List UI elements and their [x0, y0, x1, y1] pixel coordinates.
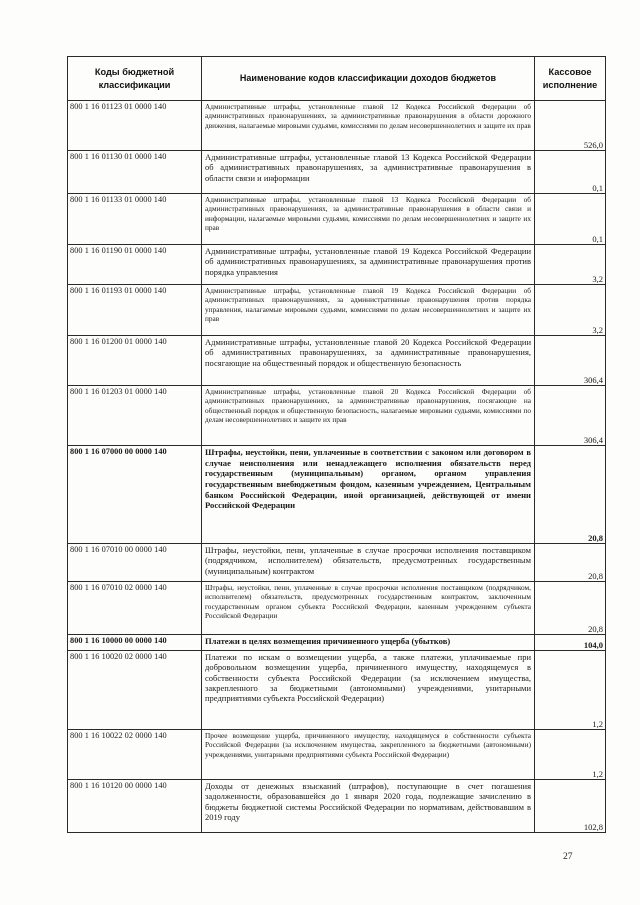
header-name: Наименование кодов классификации доходов бюджетов	[239, 73, 497, 84]
row-name: Штрафы, неустойки, пени, уплаченные в случае просрочки исполнения поставщиком (подрядчиком, исполнителем) обязательств, предусмотренных государственным (муниципальным) контрактом	[205, 545, 531, 576]
row-amount: 104,0	[583, 639, 603, 650]
table-row	[68, 151, 606, 194]
row-code: 800 1 16 10020 02 0000 140	[70, 652, 167, 661]
row-code: 800 1 16 10000 00 0000 140	[70, 636, 167, 645]
page-number: 27	[563, 852, 573, 862]
row-amount: 3,2	[592, 324, 603, 335]
row-amount: 1,2	[592, 768, 603, 779]
table-row	[68, 245, 606, 285]
row-code: 800 1 16 10120 00 0000 140	[70, 781, 167, 790]
table-row	[68, 651, 606, 730]
row-name: Административные штрафы, установленные главой 13 Кодекса Российской Федерации об административных правонарушениях, за административные правонарушения в области связи и информации	[205, 152, 531, 183]
row-code: 800 1 16 01123 01 0000 140	[70, 102, 167, 111]
row-amount: 3,2	[592, 273, 603, 284]
table-row	[68, 635, 606, 651]
row-code: 800 1 16 01193 01 0000 140	[70, 286, 167, 295]
header-amount-cell	[535, 57, 606, 101]
row-name: Административные штрафы, установленные главой 20 Кодекса Российской Федерации об административных правонарушениях, за административные правонарушения, посягающие на общественный порядок и общественную безопасность, налагаемые мировыми судьями, комиссиями по делам несовершеннолетних и защите их прав	[205, 387, 531, 425]
row-code: 800 1 16 01190 01 0000 140	[70, 246, 167, 255]
budget-revenue-table	[67, 56, 606, 833]
row-amount: 102,8	[583, 821, 603, 832]
header-code: Коды бюджетной классификации	[94, 67, 175, 90]
row-name: Административные штрафы, установленные главой 19 Кодекса Российской Федерации об административных правонарушениях, за административные правонарушения против порядка управления, налагаемые мировыми судьями, комиссиями по делам несовершеннолетних и защите их прав	[205, 286, 531, 324]
row-name: Прочее возмещение ущерба, причиненного имуществу, находящемуся в собственности субъекта Российской Федерации (за исключением имущества, закрепленного за бюджетными (автономными) учреждениями, унитарными предприятиями субъекта Российской Федерации)	[205, 731, 531, 759]
row-amount: 306,4	[583, 374, 603, 385]
table-row	[68, 194, 606, 245]
row-name: Штрафы, неустойки, пени, уплаченные в случае просрочки исполнения поставщиком (подрядчиком, исполнителем) обязательств, предусмотренных государственным контрактом, заключенным государственным органом субъекта Российской Федерации, казенным учреждением субъекта Российской Федерации	[205, 583, 531, 621]
row-name: Административные штрафы, установленные главой 19 Кодекса Российской Федерации об административных правонарушениях, за административные правонарушения против порядка управления	[205, 246, 531, 277]
row-name: Штрафы, неустойки, пени, уплаченные в соответствии с законом или договором в случае неисполнения или ненадлежащего исполнения обязательств перед государственным (муниципальным) органом, органом управления государственным внебюджетным фондом, казенным учреждением, Центральным банком Российской Федерации, иной организацией, действующей от имени Российской Федерации	[205, 447, 531, 511]
row-code: 800 1 16 01200 01 0000 140	[70, 337, 167, 346]
row-code: 800 1 16 01203 01 0000 140	[70, 387, 167, 396]
row-code: 800 1 16 10022 02 0000 140	[70, 731, 167, 740]
table-row	[68, 386, 606, 446]
row-name: Административные штрафы, установленные главой 13 Кодекса Российской Федерации об административных правонарушениях, за административные правонарушения в области связи и информации, налагаемые мировыми судьями, комиссиями по делам несовершеннолетних и защите их прав	[205, 195, 531, 233]
table-row	[68, 336, 606, 386]
row-code: 800 1 16 01133 01 0000 140	[70, 195, 167, 204]
row-name: Доходы от денежных взысканий (штрафов), поступающие в счет погашения задолженности, образовавшейся до 1 января 2020 года, подлежащие зачислению в бюджеты бюджетной системы Российской Федерации по нормативам, действовавшим в 2019 году	[205, 781, 531, 823]
table-row	[68, 730, 606, 780]
table-row	[68, 101, 606, 151]
row-amount: 20,8	[588, 570, 603, 581]
row-code: 800 1 16 07010 02 0000 140	[70, 583, 167, 592]
header-code-cell	[68, 57, 202, 101]
table-row	[68, 446, 606, 544]
row-amount: 306,4	[583, 434, 603, 445]
table-row	[68, 780, 606, 833]
row-name: Административные штрафы, установленные главой 20 Кодекса Российской Федерации об административных правонарушениях, за административные правонарушения, посягающие на общественный порядок и общественную безопасность	[205, 337, 531, 368]
row-amount: 0,1	[592, 182, 603, 193]
row-name: Административные штрафы, установленные главой 12 Кодекса Российской Федерации об административных правонарушениях, за административные правонарушения в области дорожного движения, налагаемые мировыми судьями, комиссиями по делам несовершеннолетних и защите их прав	[205, 102, 531, 130]
row-amount: 1,2	[592, 718, 603, 729]
header-amount: Кассовое исполнение	[542, 67, 598, 90]
row-code: 800 1 16 07010 00 0000 140	[70, 545, 167, 554]
row-name: Платежи по искам о возмещении ущерба, а также платежи, уплачиваемые при добровольном возмещении ущерба, причиненного имуществу, находящемуся в собственности субъекта Российской Федерации (за исключением имущества, закрепленного за бюджетными (автономными) учреждениями, унитарными предприятиями субъекта Российской Федерации)	[205, 652, 531, 704]
row-amount: 0,1	[592, 233, 603, 244]
header-name-cell	[202, 57, 535, 101]
table-row	[68, 582, 606, 635]
row-amount: 20,8	[588, 623, 603, 634]
row-name: Платежи в целях возмещения причиненного ущерба (убытков)	[205, 636, 451, 646]
row-code: 800 1 16 07000 00 0000 140	[70, 447, 167, 456]
row-amount: 526,0	[583, 139, 603, 150]
table-row	[68, 544, 606, 582]
row-code: 800 1 16 01130 01 0000 140	[70, 152, 167, 161]
table-row	[68, 285, 606, 336]
table-header-row	[68, 57, 606, 101]
row-amount: 20,8	[588, 532, 603, 543]
